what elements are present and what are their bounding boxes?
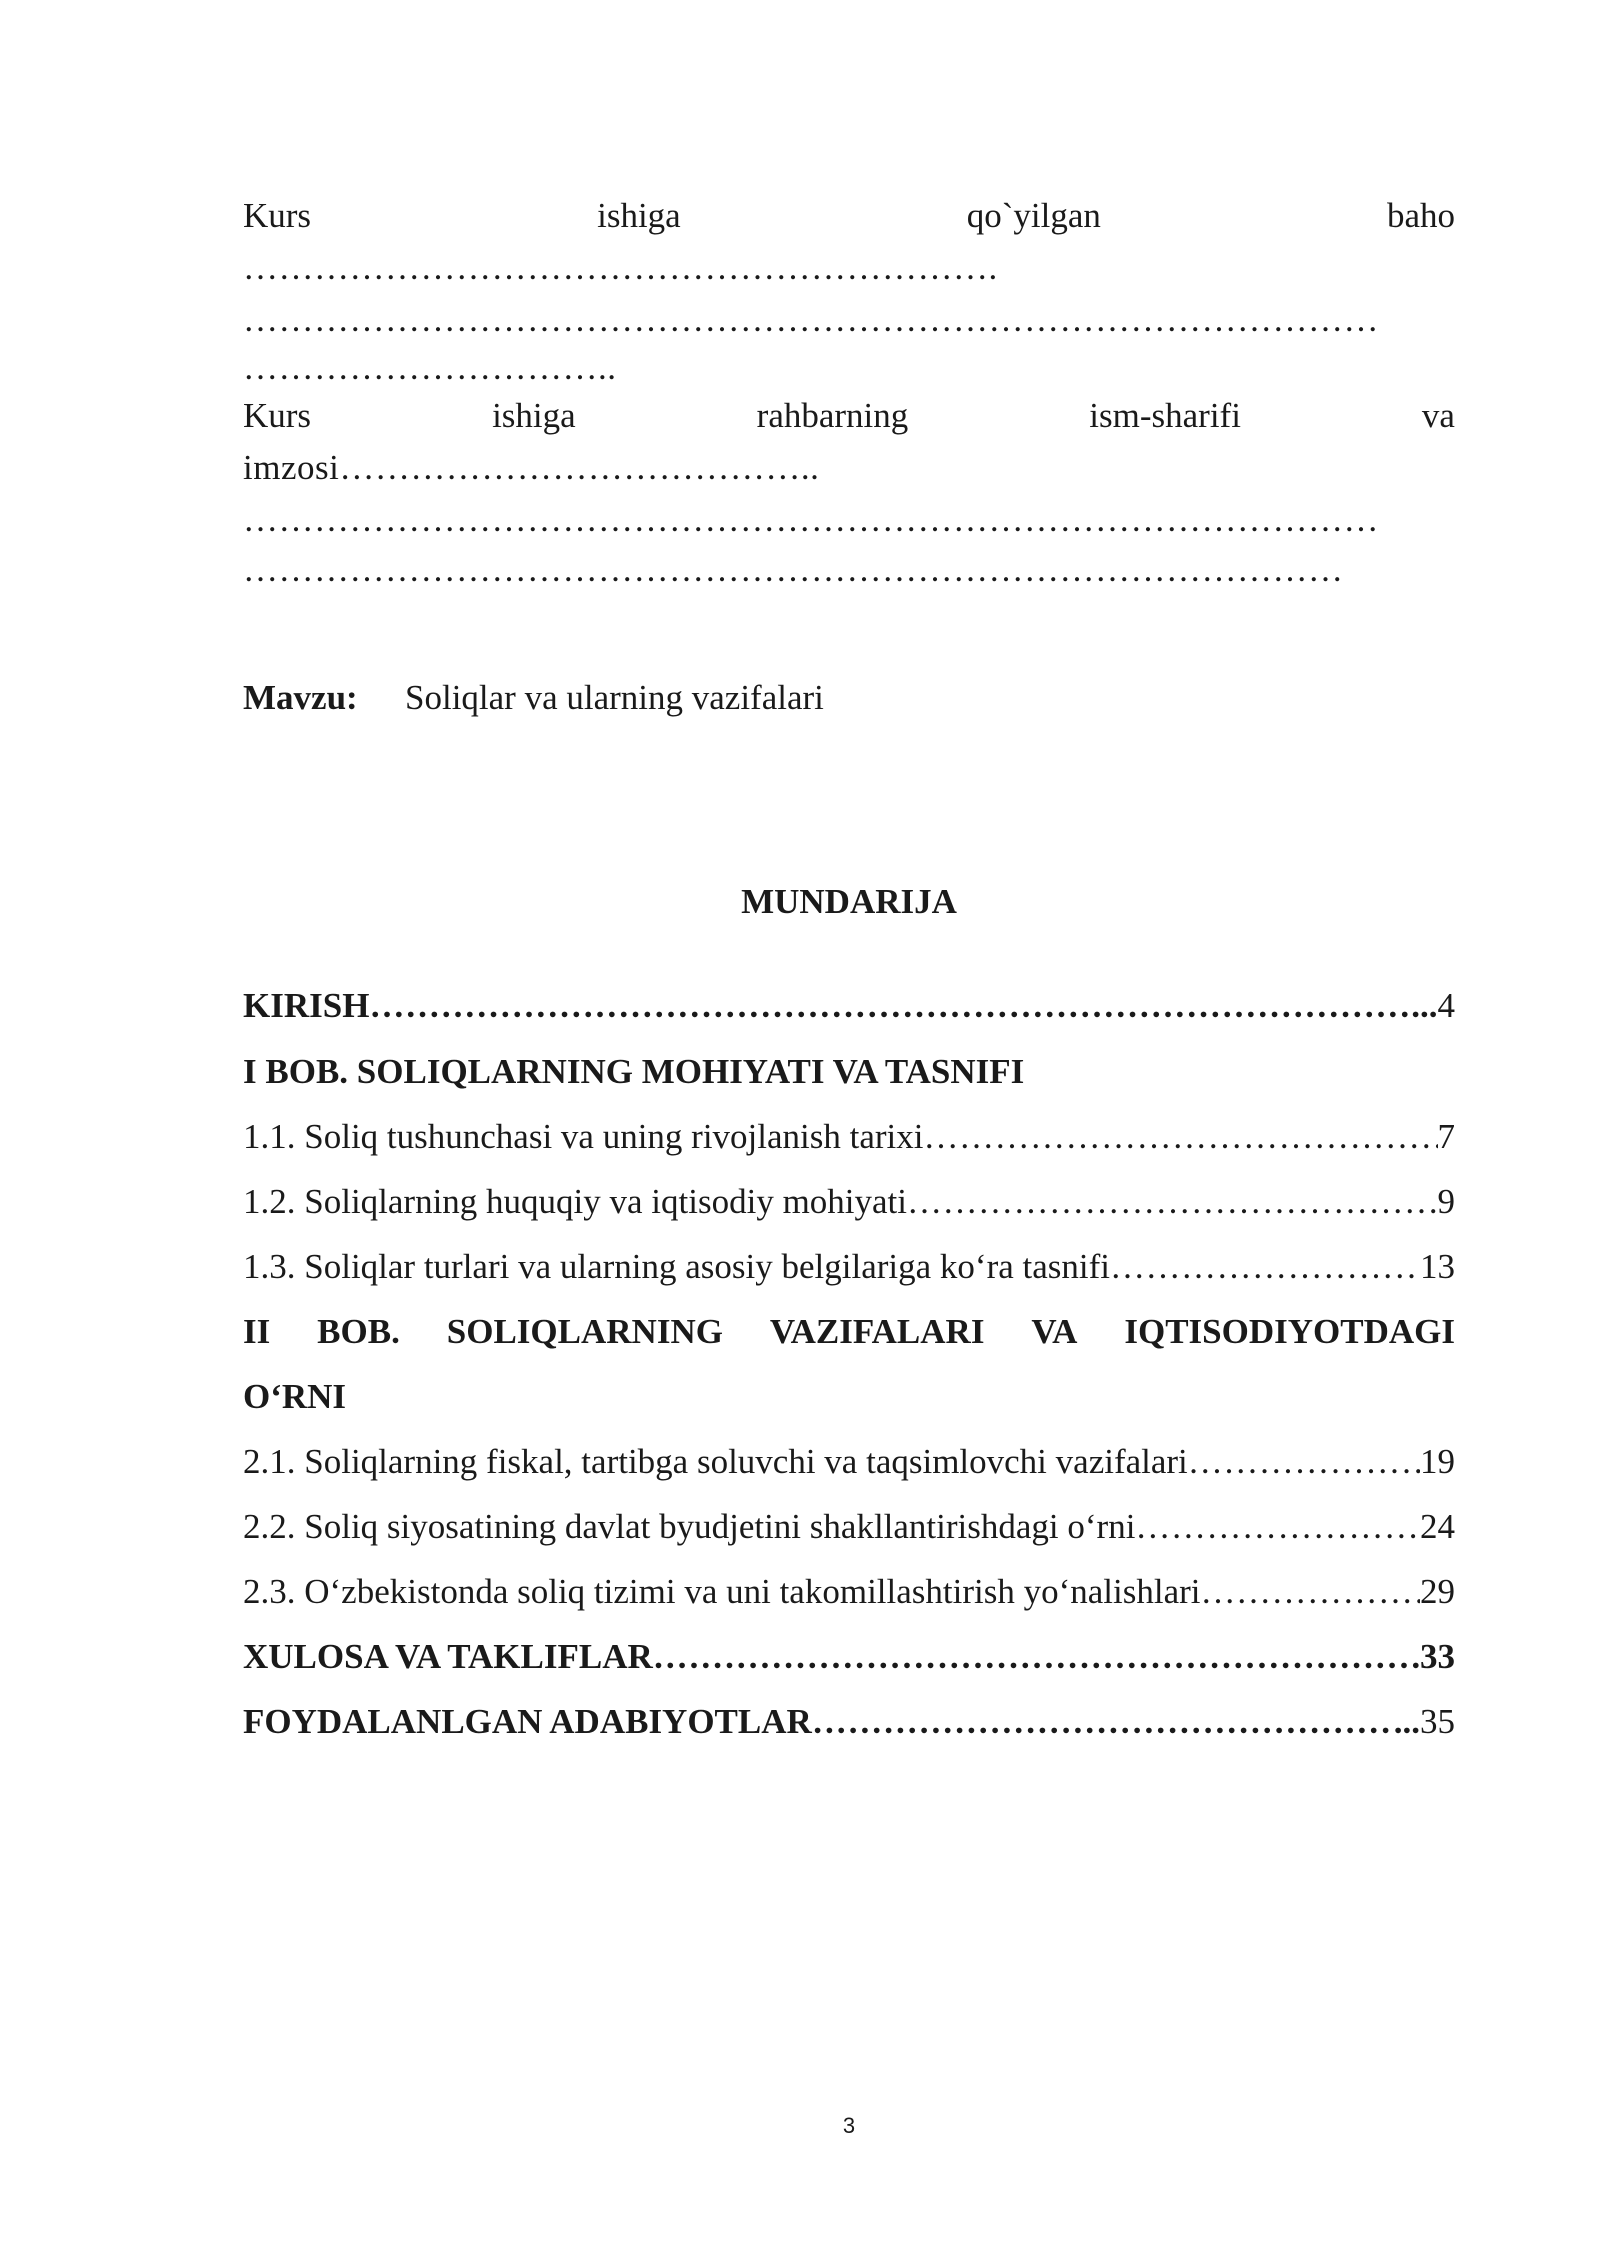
toc-leader	[812, 1700, 1394, 1744]
toc-entry-page: 13	[1420, 1247, 1455, 1286]
toc-leader	[653, 1635, 1420, 1679]
topic-line	[243, 676, 824, 720]
grade-word: baho	[1386, 196, 1455, 235]
grade-word: qo`yilgan	[966, 196, 1101, 235]
toc-leader	[369, 984, 1411, 1028]
toc-entry-page: 35	[1420, 1702, 1455, 1741]
supervisor-fill-line-2: …………………………………………………………………………………	[243, 550, 1344, 589]
toc-entry	[243, 1180, 1455, 1224]
toc-leader	[907, 1180, 1437, 1224]
chapter-2-word: IQTISODIYOTDAGI	[1124, 1312, 1455, 1351]
toc-chapter-1: I BOB. SOLIQLARNING MOHIYATI VA TASNIFI	[243, 1052, 1025, 1091]
toc-entry-page: 24	[1420, 1507, 1455, 1546]
supervisor-word: Kurs	[243, 396, 312, 435]
chapter-2-word: VAZIFALARI	[769, 1312, 985, 1351]
supervisor-word: ishiga	[492, 396, 576, 435]
toc-entry	[243, 1440, 1455, 1484]
toc-entry	[243, 1505, 1455, 1549]
toc-entry-references	[243, 1700, 1455, 1744]
toc-entry-tail: ...	[1411, 986, 1438, 1025]
supervisor-word: ism-sharifi	[1089, 396, 1241, 435]
toc-chapter-2-cont: OʻRNI	[243, 1377, 347, 1416]
toc-entry-page: 19	[1420, 1442, 1455, 1481]
supervisor-signature-line: imzosi…………………………………..	[243, 448, 820, 487]
toc-entry-text: 2.3. Oʻzbekistonda soliq tizimi va uni takomillashtirish yoʻnalishlari	[243, 1572, 1201, 1611]
toc-entry-page: 4	[1437, 986, 1455, 1025]
toc-entry-text: XULOSA VA TAKLIFLAR	[243, 1637, 653, 1676]
toc-entry-page: 29	[1420, 1572, 1455, 1611]
toc-entry-text: 1.1. Soliq tushunchasi va uning rivojlanish tarixi	[243, 1117, 924, 1156]
grade-word: Kurs	[243, 196, 312, 235]
toc-entry-text: 1.3. Soliqlar turlari va ularning asosiy belgilariga koʻra tasnifi	[243, 1247, 1111, 1286]
toc-entry-conclusion	[243, 1635, 1455, 1679]
grade-word: ishiga	[597, 196, 681, 235]
chapter-2-word: SOLIQLARNING	[446, 1312, 723, 1351]
chapter-2-word: VA	[1031, 1312, 1078, 1351]
toc-leader	[1188, 1440, 1420, 1484]
toc-entry-tail: ...	[1393, 1702, 1420, 1741]
page-number: 3	[842, 2113, 856, 2138]
toc-leader	[1201, 1570, 1421, 1614]
supervisor-fill-line-1: ……………………………………………………………………………………	[243, 500, 1379, 539]
topic-value: Soliqlar va ularning vazifalari	[405, 678, 824, 717]
grade-fill-line-1: ……………………………………………………….	[243, 248, 998, 287]
toc-leader	[924, 1115, 1438, 1159]
toc-entry	[243, 1115, 1455, 1159]
toc-entry-text: FOYDALANLGAN ADABIYOTLAR	[243, 1702, 812, 1741]
toc-title: MUNDARIJA	[741, 882, 957, 921]
toc-entry-page: 7	[1437, 1117, 1455, 1156]
supervisor-label-line	[243, 394, 1455, 438]
toc-entry-page: 9	[1437, 1182, 1455, 1221]
chapter-2-word: II	[243, 1312, 271, 1351]
toc-entry-text: 2.1. Soliqlarning fiskal, tartibga soluvchi va taqsimlovchi vazifalari	[243, 1442, 1188, 1481]
toc-entry-page: 33	[1420, 1637, 1455, 1676]
toc-leader	[1135, 1505, 1420, 1549]
toc-entry	[243, 1570, 1455, 1614]
toc-entry-intro	[243, 984, 1455, 1028]
toc-leader	[1110, 1245, 1420, 1289]
grade-label-line	[243, 194, 1455, 238]
supervisor-word: va	[1421, 396, 1455, 435]
topic-label: Mavzu:	[243, 678, 358, 717]
toc-entry-text: 1.2. Soliqlarning huquqiy va iqtisodiy mohiyati	[243, 1182, 908, 1221]
grade-fill-line-2: ……………………………………………………………………………………	[243, 300, 1379, 339]
chapter-2-word: BOB.	[317, 1312, 400, 1351]
document-page	[243, 0, 1455, 2262]
toc-entry-text: KIRISH	[243, 986, 370, 1025]
toc-chapter-2	[243, 1310, 1455, 1354]
grade-fill-line-3: …………………………..	[243, 348, 617, 387]
toc-entry-text: 2.2. Soliq siyosatining davlat byudjetini shakllantirishdagi oʻrni	[243, 1507, 1136, 1546]
supervisor-word: rahbarning	[756, 396, 909, 435]
toc-entry	[243, 1245, 1455, 1289]
